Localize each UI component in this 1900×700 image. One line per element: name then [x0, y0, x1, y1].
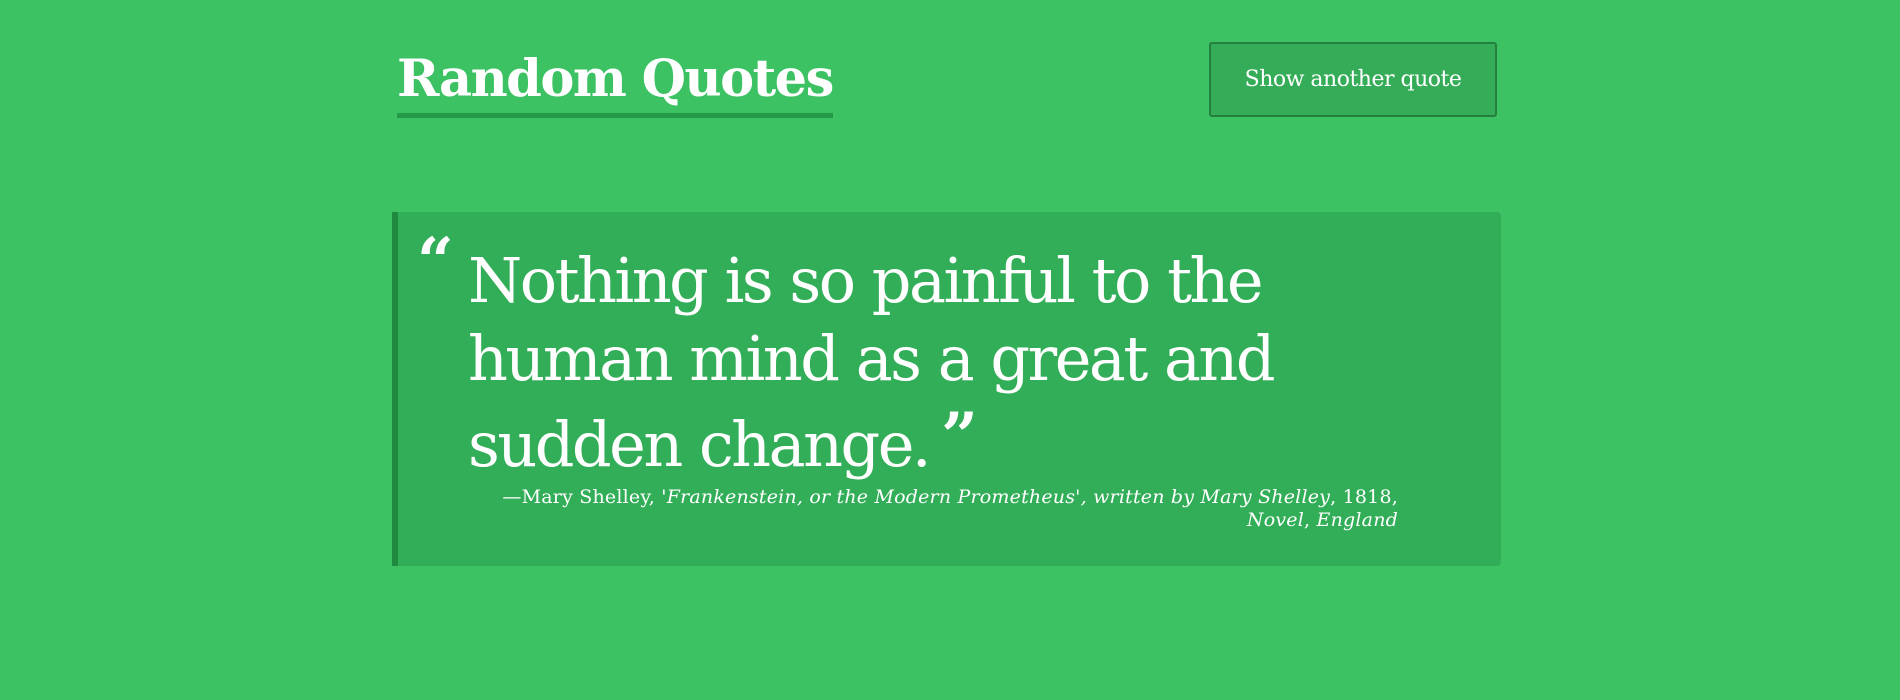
open-quote-icon: “ — [417, 224, 454, 299]
site-title-link[interactable]: Random Quotes — [397, 46, 833, 118]
quote-text-block — [468, 242, 1478, 484]
quote-text: Nothing is so painful to the human mind as a great and sudden change. — [468, 244, 1274, 481]
source-year: 1818 — [1342, 486, 1392, 508]
source-dash: — — [502, 486, 522, 508]
source-genre: Novel — [1246, 509, 1305, 531]
close-quote-icon: ” — [941, 399, 978, 474]
source-work: 'Frankenstein, or the Modern Prometheus', written by Mary Shelley — [661, 486, 1331, 508]
quote-card — [392, 212, 1501, 566]
show-another-quote-button[interactable]: Show another quote — [1209, 42, 1497, 117]
quote-source: —Mary Shelley, 'Frankenstein, or the Modern Prometheus', written by Mary Shelley, 1818, Novel, England — [502, 486, 1398, 531]
source-author: Mary Shelley — [521, 486, 649, 508]
source-place: England — [1316, 509, 1398, 531]
